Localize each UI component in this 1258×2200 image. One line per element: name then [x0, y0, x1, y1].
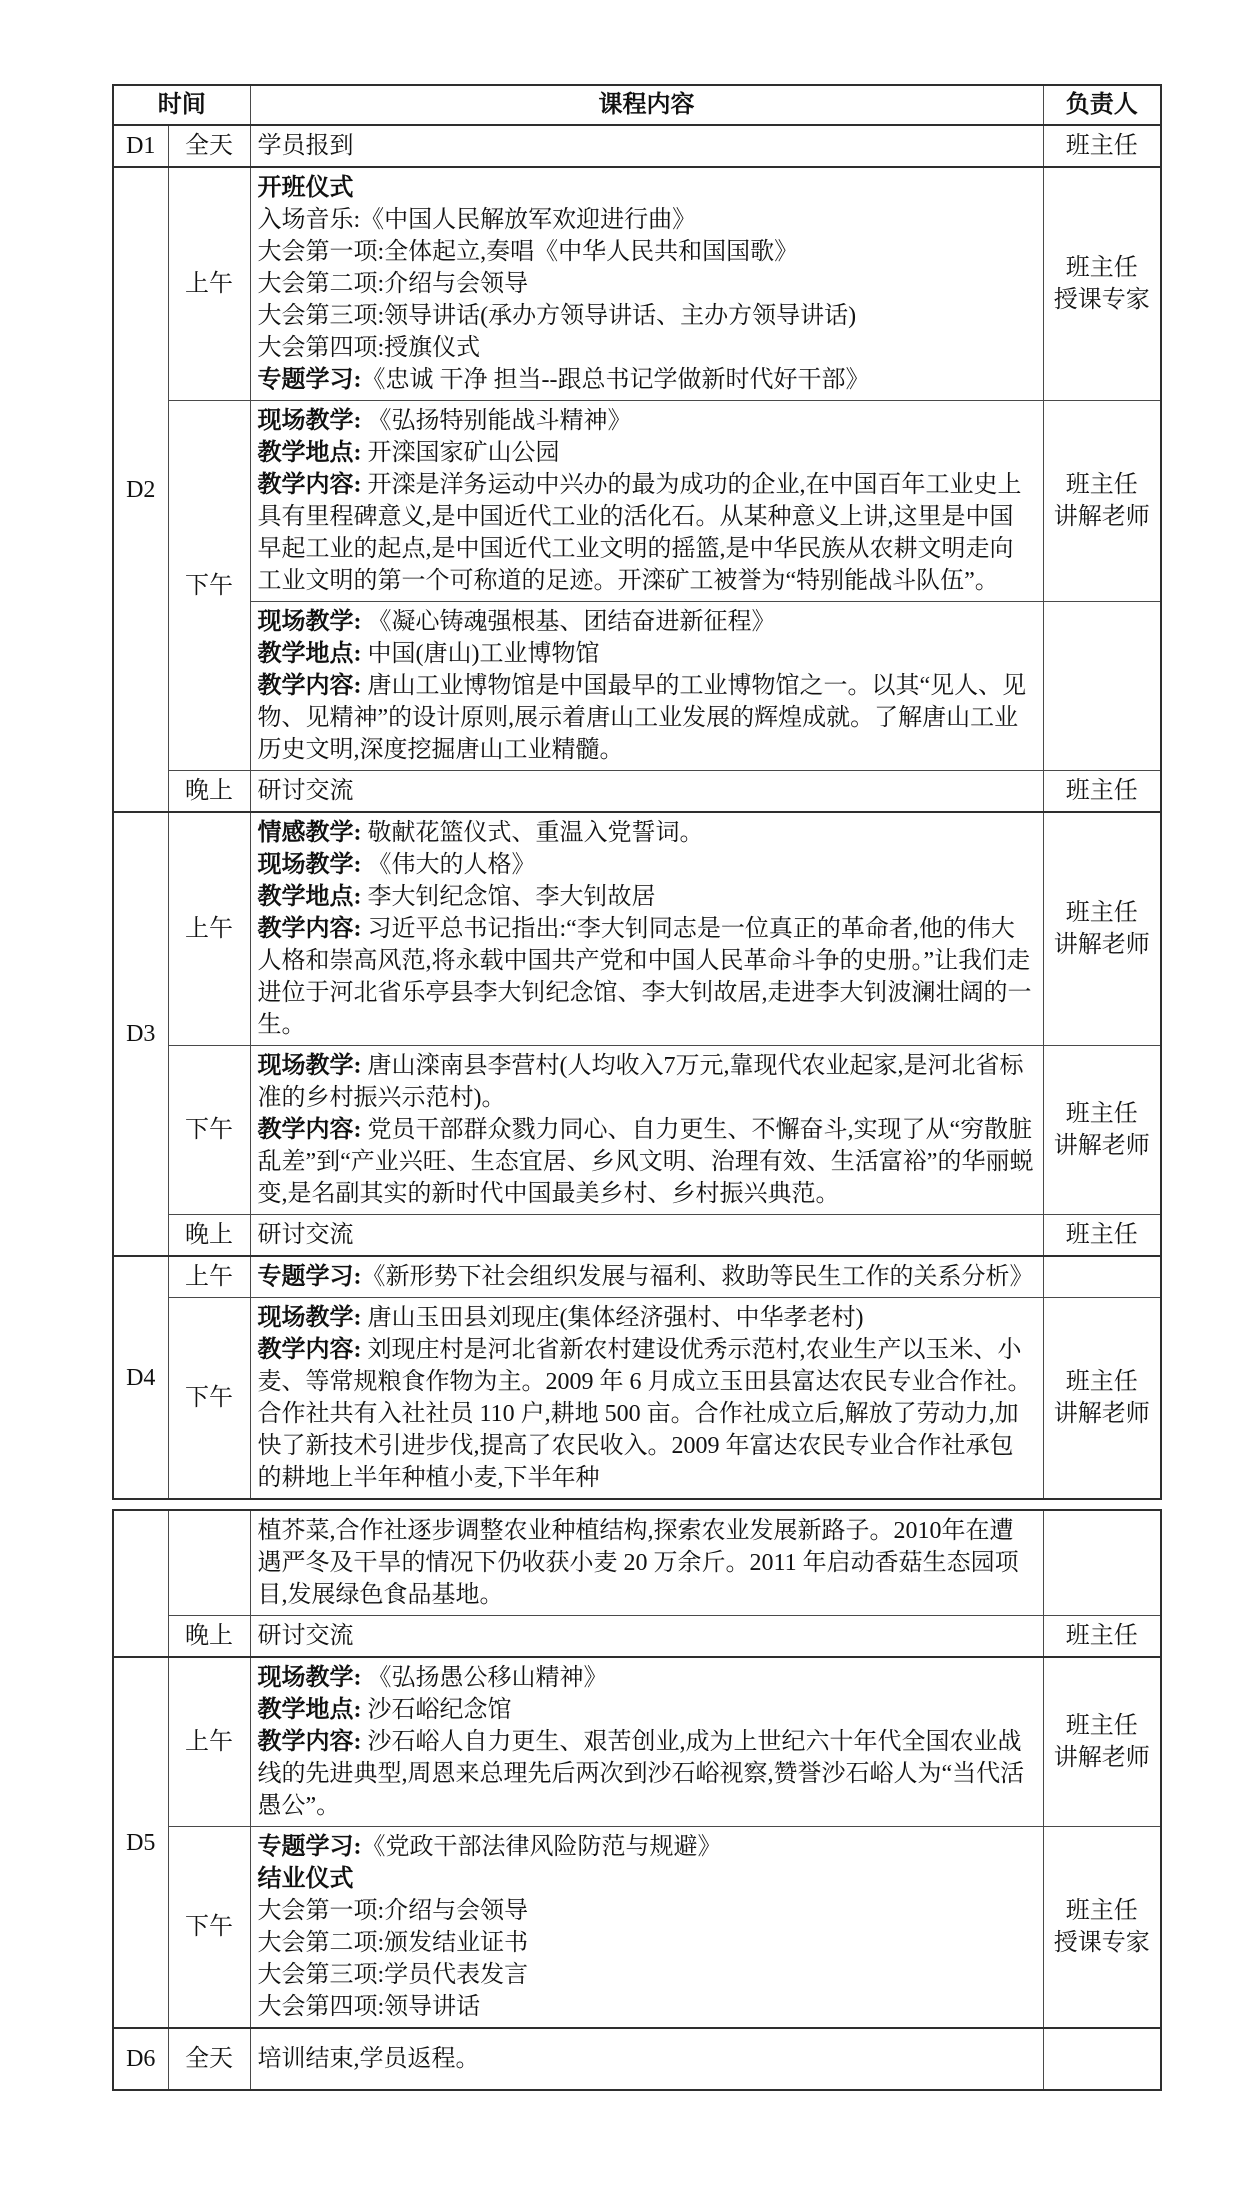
table-row [113, 812, 1161, 1046]
table-row [113, 771, 1161, 813]
content-label: 教学内容: [257, 673, 362, 699]
content-label: 教学内容: [257, 916, 362, 942]
time-cell: 上午 [168, 167, 250, 401]
table-row [113, 1046, 1161, 1215]
content-label: 专题学习: [257, 1834, 362, 1860]
content-line [258, 1863, 1035, 1895]
time-cell: 上午 [168, 1256, 250, 1298]
content-label: 现场教学: [257, 852, 362, 878]
person-cell [1043, 1256, 1161, 1298]
time-cell: 下午 [168, 1298, 250, 1500]
content-cell [250, 1215, 1043, 1257]
content-line: 现场教学: 《伟大的人格》 [257, 852, 536, 878]
content-line: 现场教学: 《凝心铸魂强根基、团结奋进新征程》 [257, 609, 776, 635]
content-line: 现场教学: 唐山玉田县刘现庄(集体经济强村、中华孝老村) [257, 1305, 864, 1331]
header-row [113, 85, 1161, 125]
person-line: 授课专家 [1053, 287, 1150, 313]
content-label: 现场教学: [257, 1053, 362, 1079]
content-label: 现场教学: [257, 1305, 362, 1331]
content-line: 教学内容: 党员干部群众戮力同心、自力更生、不懈奋斗,实现了从“穷散脏乱差”到“产业兴旺、生态宜居、乡风文明、治理有效、生活富裕”的华丽蜕变,是名副其实的新时代中国最美乡村、乡村振兴典范。 [257, 1117, 1034, 1207]
header-person: 负责人 [1043, 85, 1161, 125]
schedule-table-2 [112, 1509, 1162, 2091]
content-label: 现场教学: [257, 1665, 362, 1691]
content-line: 教学内容: 刘现庄村是河北省新农村建设优秀示范村,农业生产以玉米、小麦、等常规粮食作物为主。2009 年 6 月成立玉田县富达农民专业合作社。合作社共有入社社员 110 户,耕地 500 亩。合作社成立后,解放了劳动力,加快了新技术引进步伐,提高了农民收入。2009 年富达农民专业合作社承包的耕地上半年种植小麦,下半年种 [257, 1337, 1032, 1491]
content-line: 教学内容: 习近平总书记指出:“李大钊同志是一位真正的革命者,他的伟大人格和崇高风范,将永载中国共产党和中国人民革命斗争的史册。”让我们走进位于河北省乐亭县李大钊纪念馆、李大钊故居,走进李大钊波澜壮阔的一生。 [257, 916, 1032, 1038]
content-line: 大会第四项:授旗仪式 [257, 335, 481, 361]
content-cell [250, 812, 1043, 1046]
table-row [113, 2028, 1161, 2090]
content-line: 教学内容: 沙石峪人自力更生、艰苦创业,成为上世纪六十年代全国农业战线的先进典型,周恩来总理先后两次到沙石峪视察,赞誉沙石峪人为“当代活愚公”。 [257, 1729, 1025, 1819]
table-row [113, 1298, 1161, 1500]
day-cell: D1 [113, 125, 168, 167]
content-line: 专题学习:《新形势下社会组织发展与福利、救助等民生工作的关系分析》 [257, 1264, 1034, 1290]
content-label: 现场教学: [257, 609, 362, 635]
person-line: 讲解老师 [1053, 1133, 1150, 1159]
content-label: 教学内容: [257, 1117, 362, 1143]
content-label: 教学地点: [257, 884, 362, 910]
time-cell: 晚上 [168, 1616, 250, 1658]
content-line: 教学地点: 沙石峪纪念馆 [257, 1697, 512, 1723]
content-cell [250, 1510, 1043, 1616]
person-line: 班主任 [1065, 255, 1138, 281]
table-row [113, 1616, 1161, 1658]
person-cell [1043, 771, 1161, 813]
content-line: 教学内容: 唐山工业博物馆是中国最早的工业博物馆之一。以其“见人、见物、见精神”的设计原则,展示着唐山工业发展的辉煌成就。了解唐山工业历史文明,深度挖掘唐山工业精髓。 [257, 673, 1027, 763]
time-cell [168, 1510, 250, 1616]
content-cell [250, 771, 1043, 813]
person-cell [1043, 167, 1161, 401]
content-line: 教学内容: 开滦是洋务运动中兴办的最为成功的企业,在中国百年工业史上具有里程碑意义,是中国近代工业的活化石。从某种意义上讲,这里是中国早起工业的起点,是中国近代工业文明的摇篮,是中华民族从农耕文明走向工业文明的第一个可称道的足迹。开滦矿工被誉为“特别能战斗队伍”。 [257, 472, 1022, 594]
day-cell: D4 [113, 1256, 168, 1499]
person-line: 班主任 [1065, 1623, 1138, 1649]
content-line: 教学地点: 开滦国家矿山公园 [257, 440, 560, 466]
content-label: 教学内容: [257, 472, 362, 498]
person-cell [1043, 1215, 1161, 1257]
day-cell: D5 [113, 1657, 168, 2028]
schedule-table-1 [112, 84, 1162, 1500]
content-line: 学员报到 [257, 133, 354, 159]
person-line: 班主任 [1065, 1369, 1138, 1395]
content-line: 研讨交流 [257, 1222, 354, 1248]
table-row [113, 1256, 1161, 1298]
time-cell: 上午 [168, 1657, 250, 1827]
content-line: 专题学习:《忠诚 干净 担当--跟总书记学做新时代好干部》 [257, 367, 870, 393]
person-line: 班主任 [1065, 472, 1138, 498]
content-label: 专题学习: [257, 367, 362, 393]
content-line: 大会第一项:介绍与会领导 [257, 1898, 529, 1924]
person-cell [1043, 1510, 1161, 1616]
table-row [113, 1827, 1161, 2029]
content-cell [250, 1256, 1043, 1298]
content-line: 大会第二项:颁发结业证书 [257, 1930, 529, 1956]
content-label: 教学地点: [257, 440, 362, 466]
table-row [113, 602, 1161, 771]
content-cell [250, 125, 1043, 167]
time-cell: 下午 [168, 1827, 250, 2029]
content-line: 情感教学: 敬献花篮仪式、重温入党誓词。 [257, 820, 704, 846]
table-row [113, 1657, 1161, 1827]
header-content: 课程内容 [250, 85, 1043, 125]
content-line: 研讨交流 [257, 778, 354, 804]
header-time: 时间 [113, 85, 250, 125]
content-cell [250, 401, 1043, 602]
content-line: 现场教学: 唐山滦南县李营村(人均收入7万元,靠现代农业起家,是河北省标准的乡村振兴示范村)。 [257, 1053, 1024, 1111]
person-line: 讲解老师 [1053, 504, 1150, 530]
content-line: 教学地点: 李大钊纪念馆、李大钊故居 [257, 884, 656, 910]
table-row [113, 125, 1161, 167]
person-line: 班主任 [1065, 900, 1138, 926]
table-row [113, 167, 1161, 401]
person-line: 授课专家 [1053, 1930, 1150, 1956]
content-cell [250, 602, 1043, 771]
content-label: 教学内容: [257, 1729, 362, 1755]
content-line: 专题学习:《党政干部法律风险防范与规避》 [257, 1834, 722, 1860]
content-label: 教学内容: [257, 1337, 362, 1363]
content-line: 大会第三项:领导讲话(承办方领导讲话、主办方领导讲话) [257, 303, 857, 329]
time-cell: 晚上 [168, 771, 250, 813]
person-line: 班主任 [1065, 133, 1138, 159]
time-cell: 下午 [168, 401, 250, 771]
content-line [258, 172, 1035, 204]
person-cell [1043, 2028, 1161, 2090]
person-line: 讲解老师 [1053, 1745, 1150, 1771]
content-line: 大会第二项:介绍与会领导 [257, 271, 529, 297]
person-line: 班主任 [1065, 1898, 1138, 1924]
content-line: 大会第一项:全体起立,奏唱《中华人民共和国国歌》 [257, 239, 799, 265]
person-cell [1043, 1046, 1161, 1215]
time-cell: 晚上 [168, 1215, 250, 1257]
person-cell [1043, 125, 1161, 167]
content-label: 情感教学: [257, 820, 362, 846]
person-line: 讲解老师 [1053, 932, 1150, 958]
day-cell: D3 [113, 812, 168, 1256]
content-label: 专题学习: [257, 1264, 362, 1290]
content-label: 开班仪式 [257, 175, 354, 201]
person-cell [1043, 1827, 1161, 2029]
person-cell [1043, 602, 1161, 771]
table-row [113, 1510, 1161, 1616]
content-cell [250, 167, 1043, 401]
person-line: 班主任 [1065, 1222, 1138, 1248]
content-line: 研讨交流 [257, 1623, 354, 1649]
content-line: 培训结束,学员返程。 [257, 2046, 480, 2072]
content-line: 入场音乐:《中国人民解放军欢迎进行曲》 [257, 207, 697, 233]
person-cell [1043, 812, 1161, 1046]
content-label: 教学地点: [257, 1697, 362, 1723]
person-line: 班主任 [1065, 778, 1138, 804]
content-label: 现场教学: [257, 408, 362, 434]
day-cell [113, 1510, 168, 1657]
content-label: 结业仪式 [257, 1866, 354, 1892]
time-cell: 全天 [168, 2028, 250, 2090]
person-line: 班主任 [1065, 1713, 1138, 1739]
schedule-tables [112, 84, 1258, 2091]
content-line: 现场教学: 《弘扬愚公移山精神》 [257, 1665, 608, 1691]
content-cell [250, 1616, 1043, 1658]
content-line: 植芥菜,合作社逐步调整农业种植结构,探索农业发展新路子。2010年在遭遇严冬及干旱的情况下仍收获小麦 20 万余斤。2011 年启动香菇生态园项目,发展绿色食品基地。 [257, 1518, 1019, 1608]
table-row [113, 1215, 1161, 1257]
person-cell [1043, 1657, 1161, 1827]
person-cell [1043, 401, 1161, 602]
person-cell [1043, 1298, 1161, 1500]
day-cell: D6 [113, 2028, 168, 2090]
person-line: 班主任 [1065, 1101, 1138, 1127]
time-cell: 全天 [168, 125, 250, 167]
day-cell: D2 [113, 167, 168, 812]
content-line: 现场教学: 《弘扬特别能战斗精神》 [257, 408, 632, 434]
content-line: 教学地点: 中国(唐山)工业博物馆 [257, 641, 600, 667]
content-cell [250, 1046, 1043, 1215]
person-cell [1043, 1616, 1161, 1658]
content-cell [250, 1298, 1043, 1500]
table-row [113, 401, 1161, 602]
person-line: 讲解老师 [1053, 1401, 1150, 1427]
time-cell: 下午 [168, 1046, 250, 1215]
content-cell [250, 2028, 1043, 2090]
content-cell [250, 1827, 1043, 2029]
content-cell [250, 1657, 1043, 1827]
content-line: 大会第四项:领导讲话 [257, 1994, 481, 2020]
content-label: 教学地点: [257, 641, 362, 667]
time-cell: 上午 [168, 812, 250, 1046]
content-line: 大会第三项:学员代表发言 [257, 1962, 529, 1988]
